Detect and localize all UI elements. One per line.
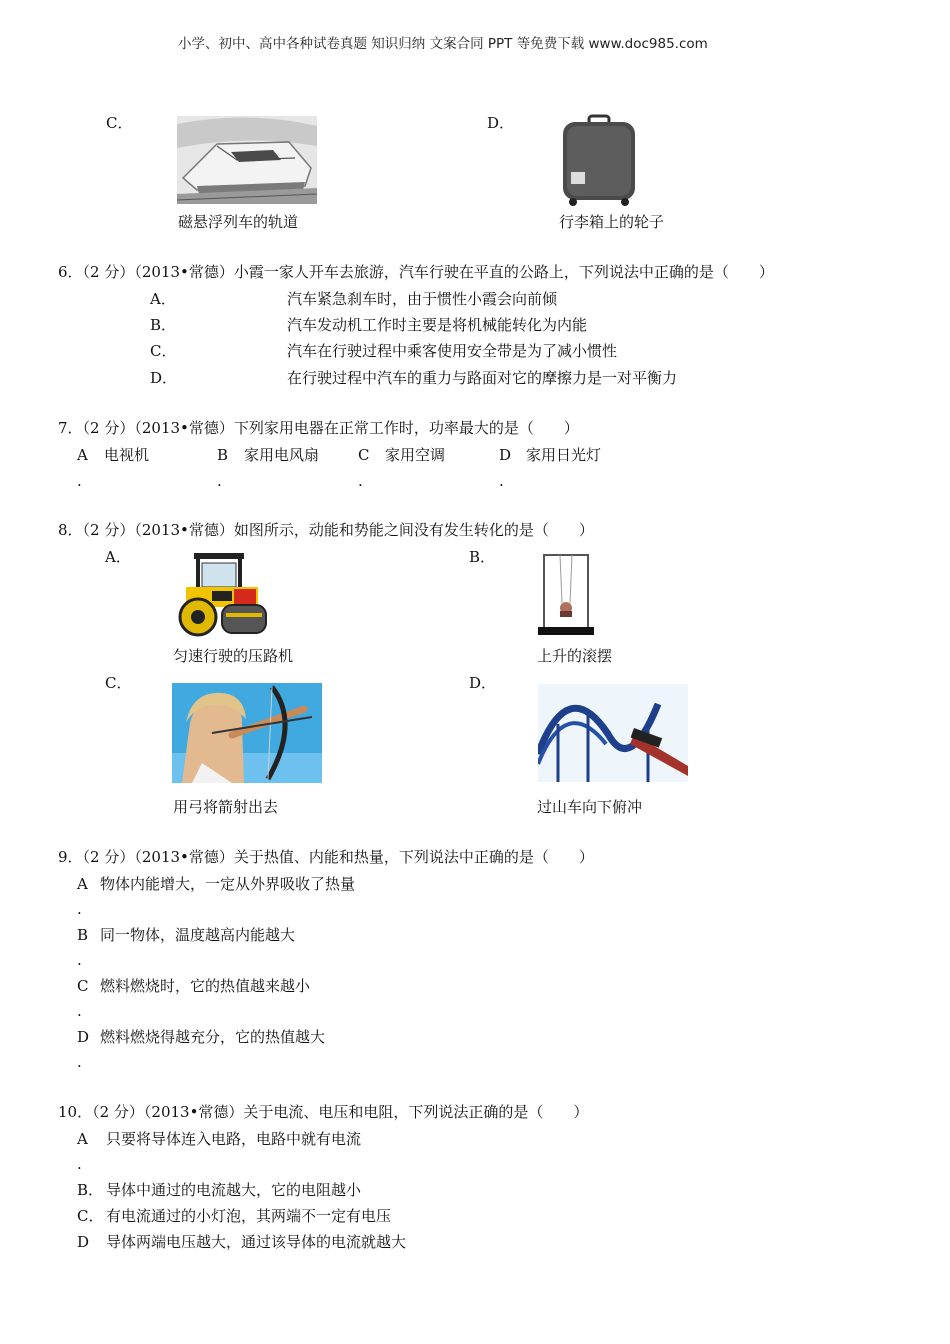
q8-option-a-letter: A． [105, 548, 131, 566]
q6-stem: 6．（2 分）（2013•常德）小霞一家人开车去旅游，汽车行驶在平直的公路上，下列说法中正确的是（ ） [58, 263, 774, 281]
q10-stem: 10．（2 分）（2013•常德）关于电流、电压和电阻，下列说法正确的是（ ） [58, 1103, 589, 1121]
q7-option-d-text: 家用日光灯 [526, 446, 602, 464]
q10-option-d-text: 导体两端电压越大，通过该导体的电流就越大 [106, 1233, 407, 1251]
q9-option-b-letter: B [77, 926, 89, 944]
archer-image [172, 683, 322, 783]
q8-option-c-caption: 用弓将箭射出去 [173, 798, 279, 816]
page-header: 小学、初中、高中各种试卷真题 知识归纳 文案合同 PPT 等免费下载 www.doc985.com [178, 36, 708, 52]
q8-option-d-letter: D． [469, 674, 497, 692]
q7-option-d-dot: . [499, 472, 504, 490]
q7-option-b-letter: B [217, 446, 229, 464]
q8-stem: 8．（2 分）（2013•常德）如图所示，动能和势能之间没有发生转化的是（ ） [58, 521, 594, 539]
q10-option-b-text: 导体中通过的电流越大，它的电阻越小 [106, 1181, 362, 1199]
q8-option-b-caption: 上升的滚摆 [537, 647, 613, 665]
q9-option-d-text: 燃料燃烧得越充分，它的热值越大 [100, 1028, 326, 1046]
q7-option-b-text: 家用电风扇 [244, 446, 320, 464]
q9-stem: 9．（2 分）（2013•常德）关于热值、内能和热量，下列说法中正确的是（ ） [58, 848, 594, 866]
q6-option-c-letter: C． [150, 342, 177, 360]
q9-option-c-dot: . [77, 1002, 82, 1020]
q6-option-c-text: 汽车在行驶过程中乘客使用安全带是为了减小惯性 [287, 342, 618, 360]
q9-option-a-letter: A [77, 875, 88, 893]
q10-option-a-dot: . [77, 1155, 82, 1173]
q7-option-c-text: 家用空调 [385, 446, 446, 464]
q7-option-c-letter: C [358, 446, 370, 464]
q10-option-a-letter: A [77, 1130, 88, 1148]
q9-option-a-dot: . [77, 900, 82, 918]
q10-option-c-text: 有电流通过的小灯泡，其两端不一定有电压 [106, 1207, 392, 1225]
q7-option-b-dot: . [217, 472, 222, 490]
q7-option-a-text: 电视机 [104, 446, 150, 464]
q9-option-b-dot: . [77, 951, 82, 969]
q7-option-a-dot: . [77, 472, 82, 490]
q9-option-c-letter: C [77, 977, 89, 995]
q5-option-c-letter: C． [106, 114, 133, 132]
q6-option-a-text: 汽车紧急刹车时，由于惯性小霞会向前倾 [287, 290, 558, 308]
q10-option-a-text: 只要将导体连入电路，电路中就有电流 [106, 1130, 362, 1148]
q7-stem: 7．（2 分）（2013•常德）下列家用电器在正常工作时，功率最大的是（ ） [58, 419, 579, 437]
q6-option-d-letter: D． [150, 369, 178, 387]
maxwell-pendulum-image [536, 551, 596, 639]
q10-option-c-letter: C． [77, 1207, 104, 1225]
q6-option-d-text: 在行驶过程中汽车的重力与路面对它的摩擦力是一对平衡力 [287, 369, 678, 387]
q9-option-b-text: 同一物体，温度越高内能越大 [100, 926, 296, 944]
q7-option-c-dot: . [358, 472, 363, 490]
q6-option-a-letter: A． [150, 290, 176, 308]
q8-option-a-caption: 匀速行驶的压路机 [173, 647, 294, 665]
q6-option-b-letter: B． [150, 316, 177, 334]
q9-option-a-text: 物体内能增大，一定从外界吸收了热量 [100, 875, 356, 893]
q8-option-c-letter: C． [105, 674, 132, 692]
q9-option-d-dot: . [77, 1053, 82, 1071]
q8-option-b-letter: B． [469, 548, 496, 566]
q9-option-d-letter: D [77, 1028, 90, 1046]
roller-coaster-image [538, 684, 688, 782]
q7-option-a-letter: A [77, 446, 88, 464]
q10-option-b-letter: B． [77, 1181, 104, 1199]
q7-option-d-letter: D [499, 446, 512, 464]
q9-option-c-text: 燃料燃烧时，它的热值越来越小 [100, 977, 311, 995]
maglev-train-image [177, 116, 317, 204]
q5-option-d-caption: 行李箱上的轮子 [559, 213, 665, 231]
q10-option-d-letter: D [77, 1233, 90, 1251]
road-roller-image [172, 551, 270, 638]
q5-option-d-letter: D． [487, 114, 515, 132]
q8-option-d-caption: 过山车向下俯冲 [537, 798, 643, 816]
q6-option-b-text: 汽车发动机工作时主要是将机械能转化为内能 [287, 316, 588, 334]
q5-option-c-caption: 磁悬浮列车的轨道 [178, 213, 299, 231]
suitcase-image [559, 114, 639, 206]
